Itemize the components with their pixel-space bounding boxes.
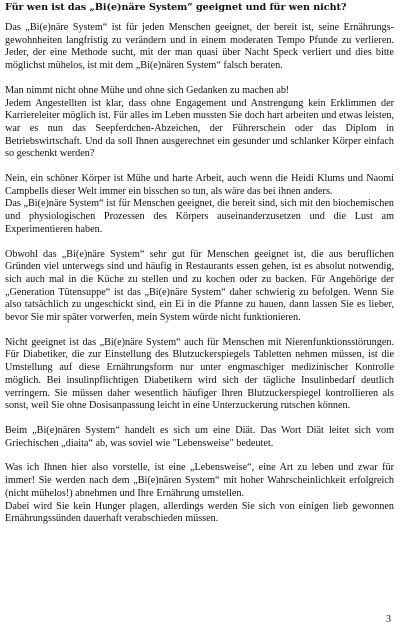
paragraph-hunger: Dabei wird Sie kein Hunger plagen, allerdings werden Sie sich von einigen lieb gewonnen Ernährungssünden dauerhaft verabschieden müssen. <box>5 500 394 525</box>
paragraph-career: Jedem Angestellten ist klar, dass ohne Engagement und Anstrengung kein Erklimmen der Karriereleiter möglich ist. Für alles im Leben mussten Sie doch hart arbeiten und etwas leisten, war es nun das Seepferdchen-Abzeichen, der Führerschein oder das Diplom in Betriebswirtschaft. Und da soll Ihnen ausgerechnet ein gesunder und schlanker Körper einfach so geschenkt werden? <box>5 97 394 160</box>
document-page <box>5 2 394 538</box>
paragraph-cooking: Obwohl das „Bi(e)näre System“ sehr gut für Menschen geeignet ist, die aus beruflichen Gründen viel unterwegs sind und häufig in Restaurants essen gehen, ist es absolut notwendig, sich auch mal in die Küche zu stellen und zu kochen oder zu backen. Für Angehörige der „Generation Tütensuppe“ ist das „Bi(e)näre System“ daher schwierig zu befolgen. Wenn Sie also tatsächlich zu ungeschickt sind, ein Ei in die Pfanne zu hauen, dann lassen Sie es lieber, bevor Sie mir später vorwerfen, mein System würde nicht funktionieren. <box>5 248 394 324</box>
paragraph-medical: Nicht geeignet ist das „Bi(e)näre System“ auch für Menschen mit Nierenfunktionsstörungen. Für Diabetiker, die zur Einstellung des Blutzuckerspiegels Tabletten nehmen müssen, ist die Umstellung auf diese Ernährungsform nur unter engmaschiger medizinischer Kontrolle möglich. Bei insulinpflichtigen Diabetikern wird sich der tägliche Insulinbedarf deutlich verringern. Sie müssen daher wesentlich häufiger Ihren Blutzuckerspiegel kontrollieren als sonst, weil Sie ohne Dosisanpassung leicht in eine Unterzuckerung rutschen können. <box>5 336 394 412</box>
section-heading: Für wen ist das „Bi(e)näre System“ geeignet und für wen nicht? <box>5 2 347 13</box>
paragraph-suitability: Das „Bi(e)näre System“ ist für jeden Menschen geeignet, der bereit ist, seine Ernährungs-gewohnheiten langfristig zu verändern und in einem moderaten Tempo Pfunde zu verlieren. Jeder, der eine Methode sucht, mit der man quasi über Nacht Speck verliert und dies bitte möglichst mühelos, ist mit dem „Bi(e)nären System“ falsch beraten. <box>5 22 394 72</box>
paragraph-effort: Man nimmt nicht ohne Mühe und ohne sich Gedanken zu machen ab! <box>5 84 290 96</box>
paragraph-diet-definition: Beim „Bi(e)nären System“ handelt es sich um eine Diät. Das Wort Diät leitet sich vom Griechischen „diaita“ ab, was soviel wie "Lebensweise" bedeutet. <box>5 424 394 449</box>
paragraph-experiment: Das „Bi(e)näre System“ ist für Menschen geeignet, die bereit sind, sich mit den biochemischen und physiologischen Prozessen des Körpers auseinanderzusetzen und die Lust am Experimentieren haben. <box>5 198 394 235</box>
paragraph-lifestyle: Was ich Ihnen hier also vorstelle, ist eine „Lebensweise“, eine Art zu leben und zwar für immer! Sie werden nach dem „Bi(e)nären System“ mit hoher Wahrscheinlichkeit erfolgreich (nicht mühelos!) abnehmen und Ihre Ernährung umstellen. <box>5 462 394 499</box>
paragraph-body-work: Nein, ein schöner Körper ist Mühe und harte Arbeit, auch wenn die Heidi Klums und Naomi Campbells dieser Welt immer ein bisschen so tun, als wäre das bei ihnen anders. <box>5 173 394 197</box>
page-number: 3 <box>386 614 391 625</box>
